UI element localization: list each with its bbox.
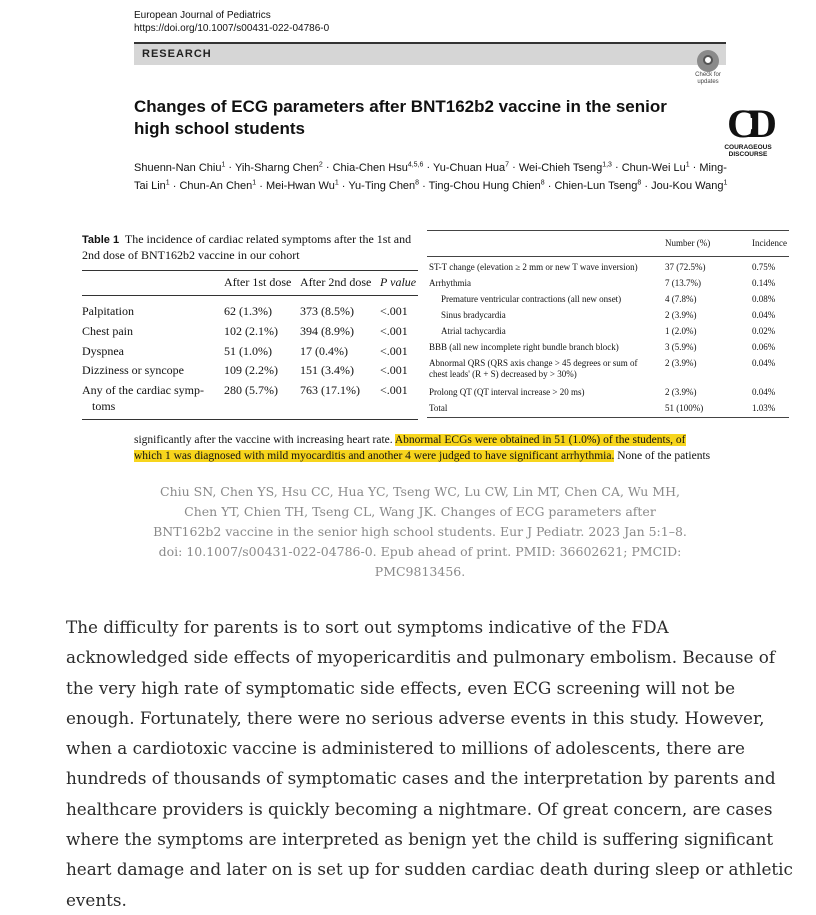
table2-header-number: Number (%) (665, 238, 711, 248)
table2-cell: 3 (5.9%) (665, 342, 697, 352)
table2-cell: 4 (7.8%) (665, 294, 697, 304)
table1-row-label (82, 382, 220, 414)
author-separator: · (423, 161, 433, 174)
courageous-discourse-logo (718, 101, 778, 158)
table2-cell: 1 (2.0%) (665, 326, 697, 336)
table1-cell: 394 (8.9%) (300, 324, 354, 338)
author-separator: · (611, 161, 622, 174)
author-separator: · (509, 161, 519, 174)
table1-cell: 151 (3.4%) (300, 363, 354, 377)
author-list (134, 157, 734, 194)
section-bar (134, 44, 726, 65)
author-name[interactable]: Chien-Lun Tseng$^8$ (554, 179, 642, 193)
table2-row-label: BBB (all new incomplete right bundle branch block) (429, 342, 619, 352)
table1-row-label: Chest pain (82, 324, 133, 338)
table2-cell: 0.04% (752, 358, 776, 368)
table2-cell: 2 (3.9%) (665, 358, 697, 368)
table1-cell: 17 (0.4%) (300, 344, 348, 358)
check-updates-badge[interactable] (690, 50, 726, 84)
author-name[interactable]: Wei-Chieh Tseng$^{1,3}$ (518, 161, 612, 174)
author-separator: · (689, 161, 700, 174)
check-updates-line1: Check for (695, 72, 721, 78)
author-separator: · (419, 180, 429, 193)
author-affiliation: 1 (334, 179, 339, 187)
author-affiliation: 1 (685, 161, 690, 168)
table2-cell: 0.08% (752, 294, 776, 304)
highlighted-excerpt (134, 432, 734, 464)
table1-label: Table 1 (82, 234, 120, 246)
author-affiliation: 2 (318, 161, 323, 168)
cd-logo-icon: CD (727, 101, 769, 146)
table2-bottom-rule (427, 417, 789, 418)
table2-cell: 0.04% (752, 310, 776, 320)
table2-cell: 0.06% (752, 342, 776, 352)
excerpt-highlight-2: which 1 was diagnosed with mild myocarditis and another 4 were judged to have significant arrhythmia. (134, 450, 615, 462)
table1-cell: <.001 (380, 383, 408, 397)
author-name[interactable]: Ming-Tai Lin$^1$ (134, 161, 727, 193)
table1-caption (82, 232, 422, 263)
author-separator: · (169, 180, 180, 193)
check-updates-line2: updates (697, 79, 719, 85)
author-affiliation: 8 (637, 179, 642, 187)
excerpt-highlight-1: Abnormal ECGs were obtained in 51 (1.0%) of the students, of (394, 434, 686, 446)
table1-header-col2: After 2nd dose (300, 275, 372, 289)
logo-text-line2: DISCOURSE (728, 151, 768, 158)
author-affiliation: 8 (540, 179, 545, 187)
table2-row-label: Sinus bradycardia (441, 310, 506, 320)
author-affiliation: 1 (252, 179, 257, 187)
author-separator: · (322, 161, 333, 174)
author-separator: · (338, 180, 349, 193)
table2-row-label: Arrhythmia (429, 278, 471, 288)
table1-cell: <.001 (380, 363, 408, 377)
table2-cell: 2 (3.9%) (665, 387, 697, 397)
table2-cell: 0.04% (752, 387, 776, 397)
author-name[interactable]: Jou-Kou Wang$^1$ (651, 179, 728, 193)
author-affiliation: 8 (415, 179, 420, 187)
author-separator: · (225, 161, 235, 174)
excerpt-line2 (134, 448, 734, 464)
section-label: RESEARCH (142, 48, 212, 60)
table1-row-label-line: Any of the cardiac symp- (82, 383, 204, 397)
table1-cell: 51 (1.0%) (224, 344, 272, 358)
excerpt-post: None of the patients (614, 450, 711, 462)
author-affiliation: 1,3 (602, 161, 612, 168)
table1-cell: 109 (2.2%) (224, 363, 278, 377)
logo-text-line1: COURAGEOUS (724, 144, 772, 151)
table2-cell: 1.03% (752, 403, 776, 413)
table1-cell: <.001 (380, 324, 408, 338)
table1-cell: <.001 (380, 344, 408, 358)
author-name[interactable]: Chia-Chen Hsu$^{4,5,6}$ (332, 161, 424, 174)
table2-cell: 51 (100%) (665, 403, 704, 413)
author-affiliation: 4,5,6 (407, 161, 424, 168)
author-name[interactable]: Ting-Chou Hung Chien$^8$ (428, 179, 545, 193)
table1-header-col3 (380, 274, 416, 290)
table2-row-label: Premature ventricular contractions (all new onset) (441, 294, 622, 304)
table2-row-label: Total (429, 403, 448, 413)
table1-header-col1: After 1st dose (224, 275, 292, 289)
table1-cell: 373 (8.5%) (300, 304, 354, 318)
table1-cell: <.001 (380, 304, 408, 318)
table1-cell: 280 (5.7%) (224, 383, 278, 397)
paper-title: Changes of ECG parameters after BNT162b2 vaccine in the senior high school students (134, 97, 667, 138)
table1-cell: 763 (17.1%) (300, 383, 360, 397)
journal-name: European Journal of Pediatrics (134, 10, 271, 21)
image-citation: Chiu SN, Chen YS, Hsu CC, Hua YC, Tseng WC, Lu CW, Lin MT, Chen CA, Wu MH, Chen YT, Chien TH, Tseng CL, Wang JK. Changes of ECG parameters after BNT162b2 vaccine in the senior high school students. Eur J Pediatr. 2023 Jan 5:1–8. doi: 10.1007/s00431-022-04786-0. Epub ahead of print. PMID: 36602621; PMCID: PMC9813456. (153, 484, 687, 579)
author-affiliation: 1 (165, 179, 170, 187)
table1-header-rule (82, 295, 418, 296)
table2-row-label: Abnormal QRS (QRS axis change > 45 degrees or sum of chest leads' (R + S) decreased by > 30%) (429, 358, 638, 379)
table1-row-label: Dizziness or syncope (82, 363, 184, 377)
author-affiliation: 7 (505, 161, 510, 168)
table2-cell: 0.02% (752, 326, 776, 336)
table1-top-rule (82, 270, 418, 271)
table2-cell: 37 (72.5%) (665, 262, 706, 272)
excerpt-pre: significantly after the vaccine with increasing heart rate. (134, 434, 395, 446)
author-name[interactable]: Yu-Ting Chen$^8$ (348, 179, 420, 193)
author-separator: · (544, 180, 555, 193)
doi-link[interactable]: https://doi.org/10.1007/s00431-022-04786-0 (134, 23, 330, 34)
article-paragraph: The difficulty for parents is to sort out symptoms indicative of the FDA acknowledged side effects of myopericarditis and pulmonary embolism. Because of the very high rate of symptomatic side effects, even ECG screening will not be enough. Fortunately, there were no serious adverse events in this study. However, when a cardiotoxic vaccine is administered to millions of adolescents, there are hundreds of thousands of symptomatic cases and the interpretation by parents and healthcare providers is quickly becoming a nightmare. Of great concern, are cases where the symptoms are interpreted as benign yet the child is suffering significant heart damage and later on is set up for sudden cardiac death during sleep or athletic events. (66, 617, 793, 910)
table1-caption-text: The incidence of cardiac related symptoms after the 1st and 2nd dose of BNT162b2 vaccine in our cohort (82, 232, 412, 262)
p-value-header: P value (380, 275, 417, 289)
table2-header-incidence: Incidence (752, 238, 787, 248)
author-name[interactable]: Shuenn-Nan Chiu$^1$ (134, 161, 226, 174)
table2-header-rule (427, 256, 789, 257)
table2-row-label: ST-T change (elevation ≥ 2 mm or new T wave inversion) (429, 262, 638, 272)
author-name[interactable]: Chun-An Chen$^1$ (179, 179, 257, 193)
table1-row-label: Dyspnea (82, 344, 124, 358)
table2-row-label: Atrial tachycardia (441, 326, 506, 336)
check-updates-icon (697, 50, 719, 72)
table2-row-label: Prolong QT (QT interval increase > 20 ms) (429, 387, 585, 397)
author-name[interactable]: Chun-Wei Lu$^1$ (621, 161, 690, 174)
table1-cell: 62 (1.3%) (224, 304, 272, 318)
author-name[interactable]: Yu-Chuan Hua$^7$ (432, 161, 510, 174)
author-affiliation: 1 (723, 179, 728, 187)
table2-cell: 0.14% (752, 278, 776, 288)
table1-cell: 102 (2.1%) (224, 324, 278, 338)
table2-cell: 0.75% (752, 262, 776, 272)
author-affiliation: 1 (221, 161, 226, 168)
table2-cell: 2 (3.9%) (665, 310, 697, 320)
table1-row-label-line: toms (92, 399, 116, 413)
table1-bottom-rule (82, 419, 418, 420)
excerpt-line1 (134, 432, 734, 448)
author-separator: · (256, 180, 266, 193)
author-name[interactable]: Mei-Hwan Wu$^1$ (265, 179, 339, 193)
table2-top-rule (427, 230, 789, 231)
table1-row-label: Palpitation (82, 304, 134, 318)
author-separator: · (641, 180, 652, 193)
author-name[interactable]: Yih-Sharng Chen$^2$ (234, 161, 323, 174)
table2-cell: 7 (13.7%) (665, 278, 701, 288)
